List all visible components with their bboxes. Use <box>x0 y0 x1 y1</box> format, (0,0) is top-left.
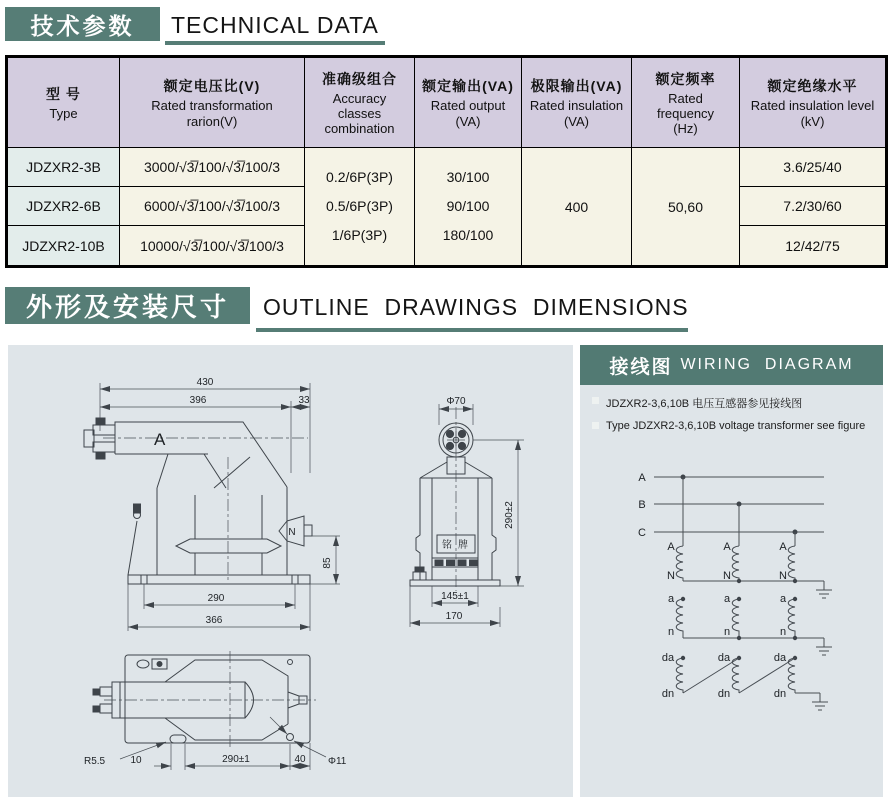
section2-title-en: OUTLINE DRAWINGS DIMENSIONS <box>263 294 689 320</box>
table-cell-limit-output: 400 <box>522 148 632 265</box>
svg-text:n: n <box>723 626 731 638</box>
table-row-type: JDZXR2-6B <box>8 187 120 226</box>
dim-290-1: 290±1 <box>222 754 250 765</box>
table-row-type: JDZXR2-3B <box>8 148 120 187</box>
svg-text:N: N <box>779 570 787 582</box>
bullet-square-icon <box>592 397 599 404</box>
bullet-square-icon <box>592 422 599 429</box>
wiring-note: Type JDZXR2-3,6,10B voltage transformer see figure <box>592 420 883 432</box>
table-cell-ratio: 10000/√3̅/100/√3̅/100/3 <box>120 226 305 265</box>
svg-text:n: n <box>667 626 675 638</box>
svg-text:da: da <box>661 652 675 664</box>
dim-85: 85 <box>322 557 333 569</box>
section1-title-en: TECHNICAL DATA <box>171 12 379 38</box>
terminal-label-A: A <box>154 430 166 449</box>
terminal-label-N: N <box>288 527 296 538</box>
svg-text:A: A <box>779 541 787 553</box>
dim-290: 290 <box>207 593 225 604</box>
outline-drawings-panel <box>8 345 573 797</box>
svg-text:N: N <box>667 570 675 582</box>
svg-text:a: a <box>667 593 675 605</box>
col-header-output: 额定输出(VA) Rated output (VA) <box>415 58 522 148</box>
section1-title-cn: 技术参数 <box>5 7 160 41</box>
plan-base-plate <box>125 655 310 743</box>
front-base-plate <box>128 575 310 584</box>
front-cylinder <box>103 422 308 487</box>
table-cell-ratio: 3000/√3̅/100/√3̅/100/3 <box>120 148 305 187</box>
svg-text:dn: dn <box>717 688 731 700</box>
dim-33: 33 <box>298 395 310 406</box>
svg-text:a: a <box>723 593 731 605</box>
phase-label-c: C <box>638 527 646 539</box>
dim-396: 396 <box>189 395 207 406</box>
svg-text:dn: dn <box>773 688 787 700</box>
outline-drawings-svg <box>8 345 573 797</box>
wiring-body <box>580 385 883 797</box>
section2-title-cn: 外形及安装尺寸 <box>5 287 250 324</box>
svg-text:da: da <box>773 652 787 664</box>
table-cell-insulation-level: 7.2/30/60 <box>740 187 885 226</box>
front-disc <box>176 539 281 553</box>
wiring-title-en: WIRING DIAGRAM <box>680 356 854 373</box>
side-body <box>410 457 500 586</box>
section2-underline <box>256 328 688 332</box>
phase-label-a: A <box>638 472 646 484</box>
front-body <box>157 454 287 581</box>
table-cell-accuracy: 0.2/6P(3P) 0.5/6P(3P) 1/6P(3P) <box>305 148 415 265</box>
col-header-limit: 极限输出(VA) Rated insulation (VA) <box>522 58 632 148</box>
col-header-level: 额定绝缘水平 Rated insulation level (kV) <box>740 58 885 148</box>
front-n-terminal <box>279 516 312 546</box>
dim-phi11: Φ11 <box>328 756 347 767</box>
plan-mounting-hole <box>287 734 294 741</box>
svg-text:N: N <box>723 570 731 582</box>
dim-r5-5: R5.5 <box>84 756 106 767</box>
dim-170: 170 <box>445 611 463 622</box>
front-bracket <box>128 504 141 575</box>
transformer-windings <box>662 477 832 710</box>
col-header-type: 型 号 Type <box>8 58 120 148</box>
wiring-header <box>580 345 883 385</box>
table-cell-frequency: 50,60 <box>632 148 740 265</box>
technical-data-table <box>5 55 888 268</box>
dim-145: 145±1 <box>441 591 469 602</box>
dim-10: 10 <box>130 755 142 766</box>
col-header-ratio: 额定电压比(V) Rated transformation rarion(V) <box>120 58 305 148</box>
svg-text:A: A <box>723 541 731 553</box>
table-cell-output: 30/100 90/100 180/100 <box>415 148 522 265</box>
col-header-accuracy: 准确级组合 Accuracy classes combination <box>305 58 415 148</box>
svg-text:dn: dn <box>661 688 675 700</box>
dim-366: 366 <box>205 615 223 626</box>
plan-view-drawing <box>84 651 347 770</box>
dim-40: 40 <box>294 754 306 765</box>
plan-mounting-slot <box>170 735 186 743</box>
svg-text:da: da <box>717 652 731 664</box>
dim-290-2: 290±2 <box>504 501 515 529</box>
section1-underline <box>165 41 385 45</box>
side-view-drawing <box>410 396 524 627</box>
wiring-title-cn: 接线图 <box>609 356 673 378</box>
dim-430: 430 <box>196 377 214 388</box>
front-view-drawing <box>84 377 340 631</box>
svg-text:A: A <box>667 541 675 553</box>
table-cell-insulation-level: 3.6/25/40 <box>740 148 885 187</box>
wiring-diagram-svg <box>592 441 882 771</box>
dim-phi70: Φ70 <box>446 396 466 407</box>
col-header-freq: 额定频率 Rated frequency (Hz) <box>632 58 740 148</box>
nameplate-label: 铭牌 <box>442 540 474 551</box>
plan-cylinder <box>93 651 316 749</box>
front-primary-terminal <box>84 418 115 459</box>
svg-text:a: a <box>779 593 787 605</box>
phase-bus-lines <box>638 472 824 539</box>
table-row-type: JDZXR2-10B <box>8 226 120 265</box>
svg-text:n: n <box>779 626 787 638</box>
wiring-panel <box>580 345 883 797</box>
table-cell-ratio: 6000/√3̅/100/√3̅/100/3 <box>120 187 305 226</box>
phase-label-b: B <box>638 499 646 511</box>
table-cell-insulation-level: 12/42/75 <box>740 226 885 265</box>
wiring-note: JDZXR2-3,6,10B 电压互感器参见接线图 <box>592 395 883 411</box>
